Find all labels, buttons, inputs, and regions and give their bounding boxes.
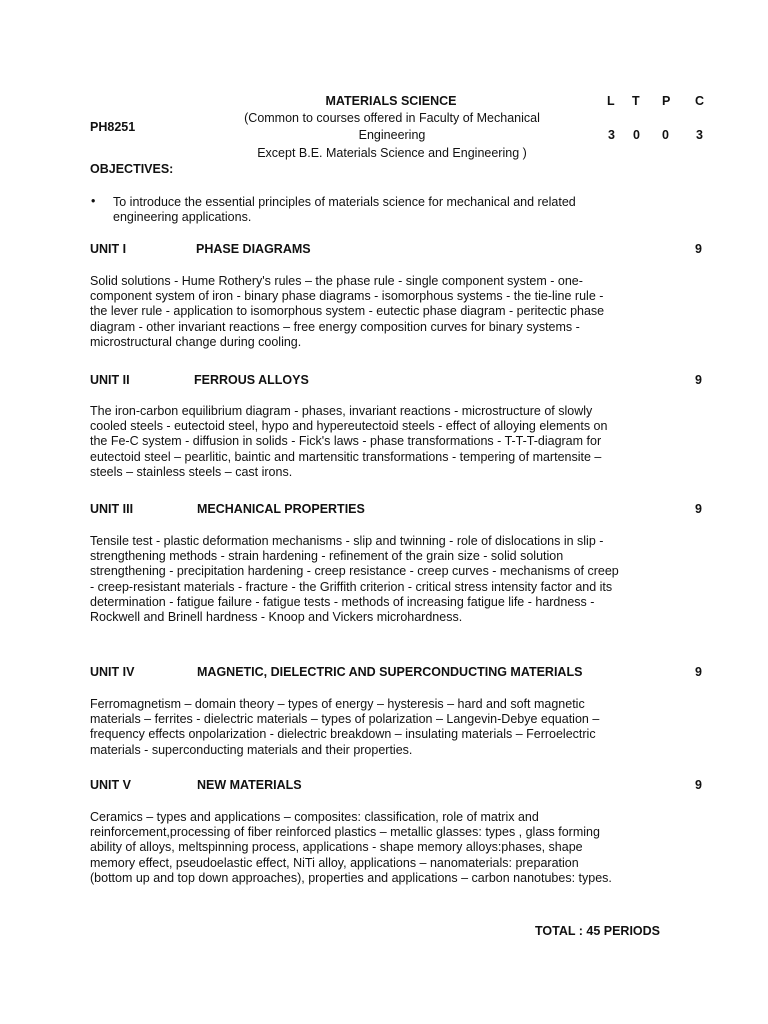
course-subtitle-line1: (Common to courses offered in Faculty of Mechanical (244, 111, 540, 125)
ltpc-value-l: 3 (608, 128, 615, 142)
objective-line: engineering applications. (113, 210, 252, 225)
content-line: determination - fatigue failure - fatigue tests - methods of increasing fatigue life - hardness - (90, 594, 595, 609)
objective-line: To introduce the essential principles of materials science for mechanical and related (113, 195, 576, 209)
course-title: MATERIALS SCIENCE (325, 94, 457, 108)
content-line: reinforcement,processing of fiber reinforced plastics – metallic glasses: types , glass forming (90, 825, 600, 840)
unit-5-hours: 9 (695, 778, 702, 792)
unit-1-content (90, 274, 679, 350)
content-line: component system of iron - binary phase diagrams - isomorphous systems - the tie-line rule - (90, 289, 604, 304)
unit-4-label: UNIT IV (90, 665, 135, 679)
content-line: frequency effects onpolarization - dielectric breakdown – insulating materials – Ferroelectric (90, 727, 596, 742)
unit-3-hours: 9 (695, 502, 702, 516)
content-line: Tensile test - plastic deformation mechanisms - slip and twinning - role of dislocations in slip - (90, 534, 604, 548)
unit-2-hours: 9 (695, 373, 702, 387)
ltpc-value-c: 3 (696, 128, 703, 142)
unit-2-label: UNIT II (90, 373, 130, 387)
unit-3-title: MECHANICAL PROPERTIES (197, 502, 365, 516)
course-code: PH8251 (90, 120, 136, 134)
unit-1-title: PHASE DIAGRAMS (196, 242, 311, 256)
ltpc-label-l: L (607, 94, 615, 108)
unit-3-content (90, 534, 679, 625)
unit-1-hours: 9 (695, 242, 702, 256)
content-line: Ceramics – types and applications – composites: classification, role of matrix and (90, 810, 539, 824)
unit-5-content (90, 810, 690, 886)
ltpc-value-p: 0 (662, 128, 669, 142)
course-subtitle-line2: Engineering (358, 128, 426, 142)
content-line: memory effect, pseudoelastic effect, NiTi alloy, applications – nanomaterials: preparation (90, 855, 579, 870)
content-line: cooled steels - eutectoid steel, hypo and hypereutectoid steels - effect of alloying elements on (90, 419, 608, 434)
content-line: materials – ferrites - dielectric materials – types of polarization – Langevin-Debye equation – (90, 712, 600, 727)
content-line: materials - superconducting materials and their properties. (90, 742, 413, 757)
content-line: diagram - other invariant reactions – free energy composition curves for binary systems - (90, 319, 580, 334)
unit-2-content (90, 404, 679, 480)
content-line: - creep-resistant materials - fracture - the Griffith criterion - critical stress intensity factor and its (90, 579, 613, 594)
unit-4-hours: 9 (695, 665, 702, 679)
unit-1-label: UNIT I (90, 242, 127, 256)
total-periods: TOTAL : 45 PERIODS (535, 924, 661, 938)
unit-4-title: MAGNETIC, DIELECTRIC AND SUPERCONDUCTING MATERIALS (197, 665, 583, 679)
objectives-heading: OBJECTIVES: (90, 162, 174, 176)
objective-item (113, 195, 693, 225)
content-line: strengthening methods - strain hardening - refinement of the grain size - solid solution (90, 549, 564, 564)
content-line: steels – stainless steels – cast irons. (90, 464, 293, 479)
unit-3-label: UNIT III (90, 502, 134, 516)
content-line: the lever rule - application to isomorphous system - eutectic phase diagram - peritectic phase (90, 304, 605, 319)
unit-2-title: FERROUS ALLOYS (194, 373, 309, 387)
course-subtitle-line3: Except B.E. Materials Science and Engineering ) (257, 146, 527, 160)
bullet-icon: • (91, 194, 96, 208)
content-line: Solid solutions - Hume Rothery's rules – the phase rule - single component system - one- (90, 274, 583, 288)
ltpc-label-c: C (695, 94, 705, 108)
unit-5-title: NEW MATERIALS (197, 778, 302, 792)
content-line: Rockwell and Brinell hardness - Knoop and Vickers microhardness. (90, 610, 463, 625)
content-line: eutectoid steel – pearlitic, baintic and martensitic transformations - tempering of martensite – (90, 449, 602, 464)
content-line: ability of alloys, meltspinning process, applications - shape memory alloys:phases, shape (90, 840, 583, 855)
ltpc-label-p: P (662, 94, 671, 108)
unit-5-label: UNIT V (90, 778, 131, 792)
ltpc-value-t: 0 (633, 128, 640, 142)
ltpc-label-t: T (632, 94, 640, 108)
content-line: microstructural change during cooling. (90, 334, 302, 349)
content-line: (bottom up and top down approaches), properties and applications – carbon nanotubes: types. (90, 870, 612, 885)
unit-4-content (90, 697, 670, 758)
content-line: Ferromagnetism – domain theory – types of energy – hysteresis – hard and soft magnetic (90, 697, 585, 711)
content-line: the Fe-C system - diffusion in solids - Fick's laws - phase transformations - T-T-T-diagram for (90, 434, 602, 449)
content-line: strengthening - precipitation hardening - creep resistance - creep curves - mechanisms of creep (90, 564, 619, 579)
content-line: The iron-carbon equilibrium diagram - phases, invariant reactions - microstructure of slowly (90, 404, 593, 418)
